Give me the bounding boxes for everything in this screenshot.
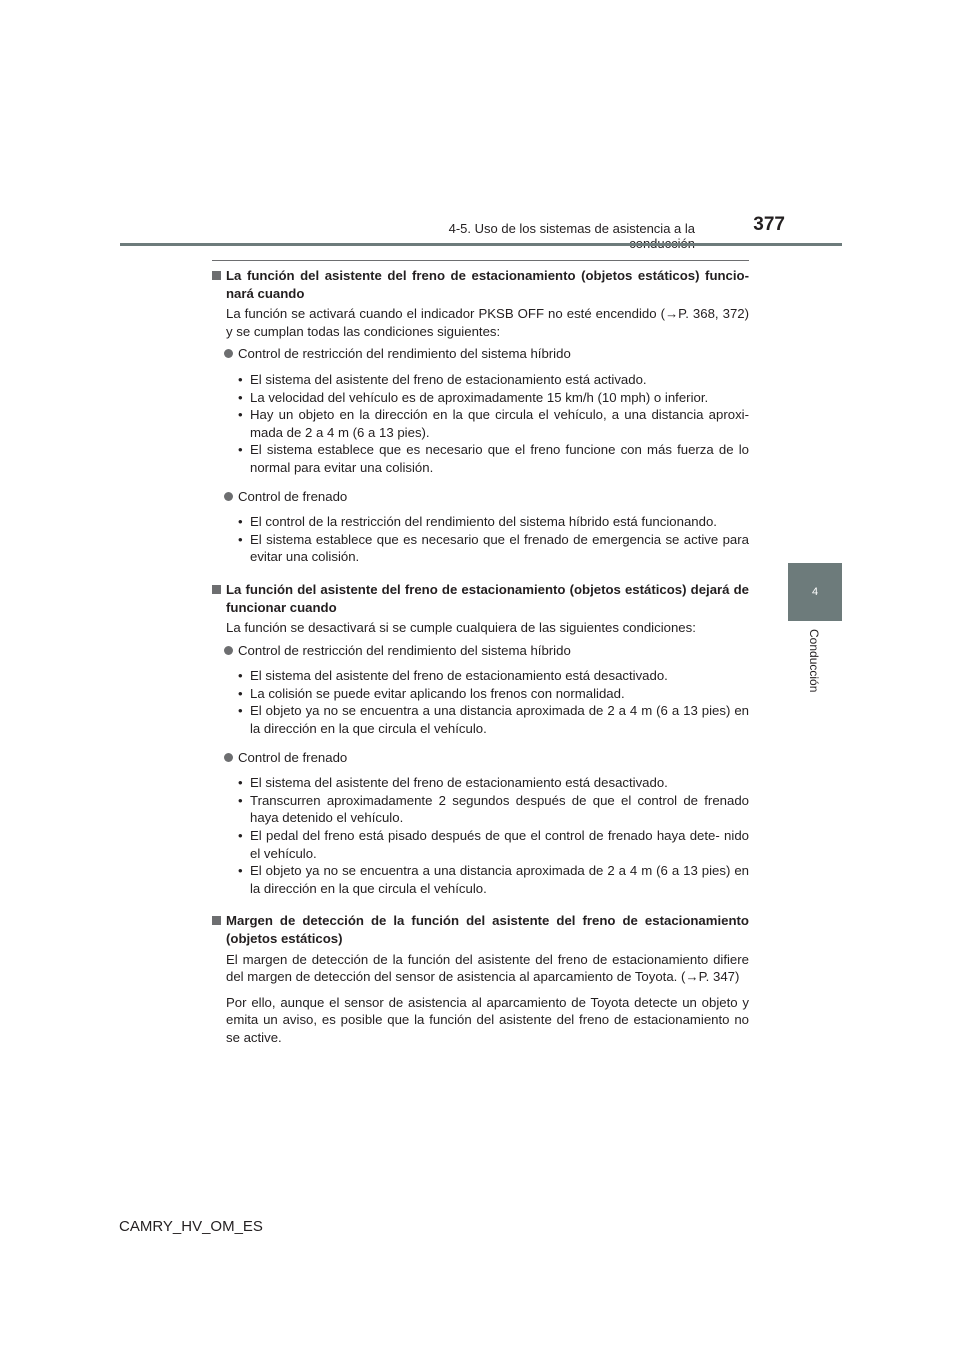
section-heading-text: La función del asistente del freno de estacionamiento (objetos estáticos) dejará de funcionar cuando [226,581,749,615]
list-item: • El sistema del asistente del freno de estacionamiento está desactivado. [238,774,749,792]
spacer [212,897,749,903]
list-item: • El control de la restricción del rendimiento del sistema híbrido está funcionando. [238,513,749,531]
condition-list [238,774,749,897]
bullet-group-title-text: Control de restricción del rendimiento del sistema híbrido [238,642,571,658]
bullet-group-title-text: Control de frenado [238,488,348,504]
spacer [212,566,749,572]
chapter-tab[interactable] [788,563,842,621]
list-item: • Hay un objeto en la dirección en la que circula el vehículo, a una distancia aproxi- mada de 2 a 4 m (6 a 13 pies). [238,406,749,441]
list-item: • El sistema establece que es necesario que el frenado de emergencia se active para evitar una colisión. [238,531,749,566]
list-item: • La colisión se puede evitar aplicando los frenos con normalidad. [238,685,749,703]
section-heading-text: La función del asistente del freno de estacionamiento (objetos estáticos) funcio- nará cuando [226,268,749,301]
section-heading [212,581,749,616]
section-header-title: 4-5. Uso de los sistemas de asistencia a la [448,221,695,236]
circle-bullet-icon [224,492,233,501]
content-divider [212,260,749,261]
spacer [212,738,749,744]
square-bullet-icon [212,585,221,594]
footer-document-code: CAMRY_HV_OM_ES [119,1218,263,1235]
bullet-group-title [224,488,749,506]
list-item: • El sistema del asistente del freno de estacionamiento está desactivado. [238,667,749,685]
condition-list [238,667,749,737]
section-heading [212,912,749,947]
body-paragraph: El margen de detección de la función del asistente del freno de estacionamiento difiere del margen de detección del sensor de asistencia al aparcamiento de Toyota. (→P. 347) [226,951,749,985]
spacer [212,477,749,483]
section-heading-text: Margen de detección de la función del asistente del freno de estacionamiento (objetos estáticos) [226,913,749,946]
condition-list [238,371,749,477]
content-section [212,267,749,572]
condition-list [238,513,749,566]
section-heading [212,267,749,302]
content-section [212,581,749,904]
list-item: • El objeto ya no se encuentra a una distancia aproximada de 2 a 4 m (6 a 13 pies) en la dirección en la que circula el vehículo. [238,862,749,897]
list-item: • Transcurren aproximadamente 2 segundos después de que el control de frenado haya detenido el vehículo. [238,792,749,827]
page-number: 377 [753,214,785,235]
bullet-group-title-text: Control de restricción del rendimiento del sistema híbrido [238,346,571,362]
list-item: • El sistema establece que es necesario que el freno funcione con más fuerza de lo normal para evitar una colisión. [238,441,749,476]
bullet-group-title [224,642,749,660]
page-content [212,267,749,1056]
list-item: • El objeto ya no se encuentra a una distancia aproximada de 2 a 4 m (6 a 13 pies) en la dirección en la que circula el vehículo. [238,702,749,737]
body-paragraph: La función se activará cuando el indicador PKSB OFF no esté encendido (→P. 368, 372) y se cumplan todas las condiciones siguientes: [226,306,749,339]
list-item: • El pedal del freno está pisado después de que el control de frenado haya dete- nido el vehículo. [238,827,749,862]
square-bullet-icon [212,271,221,280]
bullet-group-title-text: Control de frenado [238,749,348,765]
list-item: • La velocidad del vehículo es de aproximadamente 15 km/h (10 mph) o inferior. [238,389,749,407]
bullet-group-title [224,345,749,363]
circle-bullet-icon [224,753,233,762]
body-paragraph: La función se desactivará si se cumple cualquiera de las siguientes condiciones: [226,620,696,636]
circle-bullet-icon [224,646,233,655]
chapter-tab-label: Conducción [807,629,821,693]
square-bullet-icon [212,916,221,925]
header-divider [120,243,842,246]
list-item: • El sistema del asistente del freno de estacionamiento está activado. [238,371,749,389]
body-paragraph: Por ello, aunque el sensor de asistencia al aparcamiento de Toyota detecte un objeto y emita un aviso, es posible que la función del asistente del freno de estacionamiento no se active. [226,994,749,1045]
chapter-tab-number: 4 [811,586,819,598]
bullet-group-title [224,749,749,767]
content-section [212,912,749,1046]
circle-bullet-icon [224,349,233,358]
